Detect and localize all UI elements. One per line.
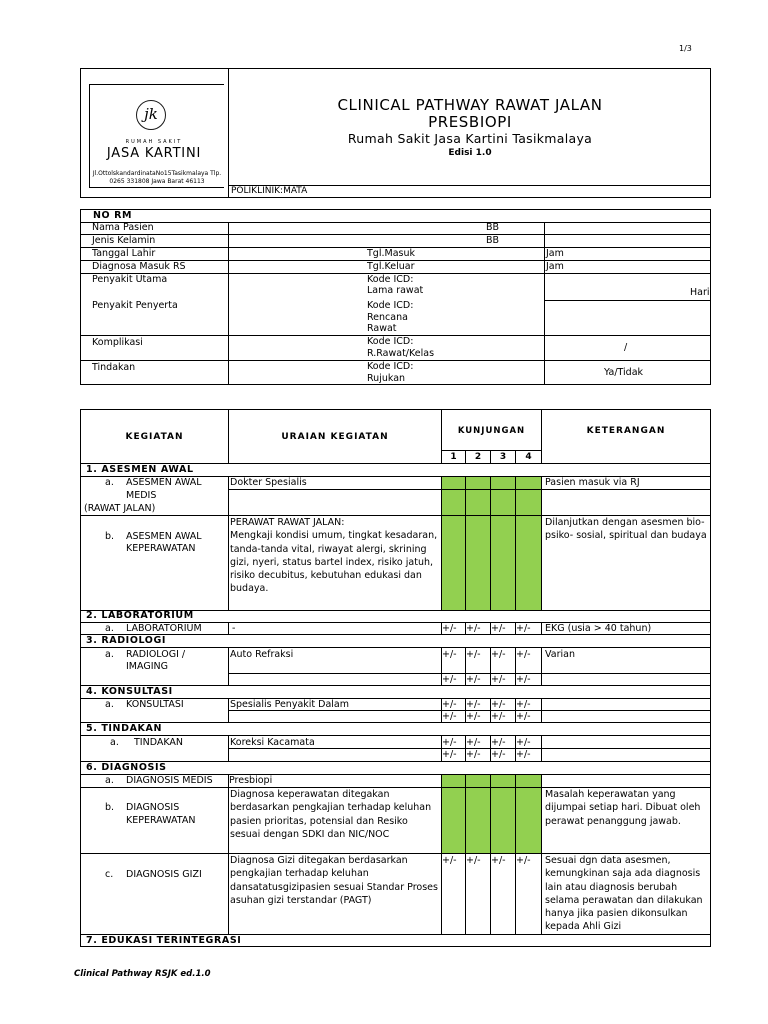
row-6c-keterangan: Sesuai dgn data asesmen, kemungkinan saja ada diagnosis lain atau diagnosis berubah selama perawatan dan dilakukan hanya jika pasien dikonsulkan kepada Ahli Gizi — [545, 855, 703, 933]
row-6a-letter: a. — [105, 775, 114, 786]
plus-minus-mark: +/- — [516, 623, 531, 634]
row-5a-letter: a. — [110, 737, 119, 748]
diagnosa-masuk-label: Diagnosa Masuk RS — [92, 261, 186, 272]
penyakit-utama-label: Penyakit Utama — [92, 274, 168, 285]
rujukan-label: Rujukan — [367, 373, 406, 384]
col-kunjungan: KUNJUNGAN — [457, 426, 526, 436]
row-3a-line1: RADIOLOGI / — [126, 649, 186, 660]
row-4a-label: KONSULTASI — [126, 699, 184, 710]
plus-minus-mark: +/- — [466, 855, 481, 866]
slash-label: / — [624, 342, 628, 353]
row-3a-line2: IMAGING — [126, 661, 168, 672]
no-rm-label: NO RM — [93, 210, 133, 221]
bb-label-2: BB — [486, 235, 500, 246]
kode-icd-4: Kode ICD: — [367, 361, 414, 372]
tgl-masuk-label: Tgl.Masuk — [367, 248, 415, 259]
row-4a-letter: a. — [105, 699, 114, 710]
plus-minus-mark: +/- — [442, 855, 457, 866]
visit-3: 3 — [499, 452, 507, 462]
plus-minus-mark: +/- — [442, 674, 457, 685]
plus-minus-mark: +/- — [516, 699, 531, 710]
row-6b-uraian: Diagnosa keperawatan ditegakan berdasarkan pengkajian terhadap keluhan pasien prioritas, potensial dan Resiko sesuai dengan SDKI dan NIC/NOC — [230, 789, 432, 840]
kode-icd-3: Kode ICD: — [367, 336, 414, 347]
row-6b-line1: DIAGNOSIS — [126, 802, 180, 813]
col-keterangan: KETERANGAN — [586, 426, 666, 436]
row-1b-letter: b. — [105, 531, 115, 542]
jam-label-1: Jam — [546, 248, 564, 259]
row-5a-uraian: Koreksi Kacamata — [230, 737, 315, 748]
visit-1: 1 — [450, 452, 457, 462]
plus-minus-mark: +/- — [491, 674, 506, 685]
hospital-name: Rumah Sakit Jasa Kartini Tasikmalaya — [347, 131, 593, 146]
logo-name: JASA KARTINI — [106, 146, 202, 161]
plus-minus-mark: +/- — [491, 649, 506, 660]
tanggal-lahir-label: Tanggal Lahir — [92, 248, 156, 259]
plus-minus-mark: +/- — [442, 737, 457, 748]
section-radiologi: 3. RADIOLOGI — [86, 635, 167, 646]
title-line-1: CLINICAL PATHWAY RAWAT JALAN — [337, 96, 603, 114]
poliklinik: POLIKLINIK:MATA — [231, 186, 308, 196]
page-number: 1/3 — [679, 44, 692, 53]
row-2a-label: LABORATORIUM — [126, 623, 202, 634]
row-6a-uraian: Presbiopi — [229, 775, 273, 786]
plus-minus-mark: +/- — [516, 855, 531, 866]
tgl-keluar-label: Tgl.Keluar — [367, 261, 415, 272]
plus-minus-mark: +/- — [466, 749, 481, 760]
row-1a-line2: MEDIS — [126, 490, 157, 501]
row-1b-uraian: PERAWAT RAWAT JALAN: Mengkaji kondisi umum, tingkat kesadaran, tanda-tanda vital, riwayat alergi, skrining gizi, nyeri, status bartel index, risiko jatuh, risiko decubitus, kebutuhan edukasi dan budaya. — [230, 517, 438, 595]
row-1a-line1: ASESMEN AWAL — [126, 477, 202, 488]
jam-label-2: Jam — [546, 261, 564, 272]
hari-label: Hari — [690, 287, 710, 298]
row-1a-letter: a. — [105, 477, 114, 488]
row-3a-letter: a. — [105, 649, 114, 660]
bb-label-1: BB — [486, 222, 500, 233]
rencana-label: Rencana — [367, 312, 408, 323]
plus-minus-mark: +/- — [442, 649, 457, 660]
lama-rawat-label: Lama rawat — [367, 285, 424, 296]
plus-minus-mark: +/- — [466, 711, 481, 722]
nama-pasien-label: Nama Pasien — [92, 222, 154, 233]
row-2a-letter: a. — [105, 623, 114, 634]
edition: Edisi 1.0 — [448, 148, 492, 158]
plus-minus-mark: +/- — [442, 749, 457, 760]
komplikasi-label: Komplikasi — [92, 337, 143, 348]
ya-tidak-label: Ya/Tidak — [604, 367, 644, 378]
plus-minus-mark: +/- — [466, 737, 481, 748]
row-6c-letter: c. — [105, 869, 114, 880]
plus-minus-mark: +/- — [516, 749, 531, 760]
section-asesmen-awal: 1. ASESMEN AWAL — [86, 464, 194, 475]
row-1b-line1: ASESMEN AWAL — [126, 531, 202, 542]
section-konsultasi: 4. KONSULTASI — [86, 686, 173, 697]
row-3a-keterangan: Varian — [545, 649, 575, 660]
row-1a-line3: (RAWAT JALAN) — [84, 503, 156, 514]
row-6a-label: DIAGNOSIS MEDIS — [126, 775, 213, 786]
rawat-label: Rawat — [367, 323, 397, 334]
row-1a-uraian: Dokter Spesialis — [230, 477, 307, 488]
section-edukasi: 7. EDUKASI TERINTEGRASI — [86, 935, 242, 946]
plus-minus-mark: +/- — [491, 623, 506, 634]
section-diagnosis: 6. DIAGNOSIS — [86, 762, 167, 773]
row-1a-keterangan: Pasien masuk via RJ — [545, 477, 640, 488]
logo-monogram: jk — [144, 105, 158, 123]
plus-minus-mark: +/- — [491, 699, 506, 710]
row-6c-uraian: Diagnosa Gizi ditegakan berdasarkan pengkajian terhadap keluhan dansatatusgizipasien sesuai Standar Proses asuhan gizi terstandar (PAGT) — [230, 855, 438, 906]
row-6b-keterangan: Masalah keperawatan yang dijumpai setiap hari. Dibuat oleh perawat penanggung jawab. — [545, 789, 701, 827]
plus-minus-mark: +/- — [442, 623, 457, 634]
plus-minus-mark: +/- — [516, 711, 531, 722]
row-2a-keterangan: EKG (usia > 40 tahun) — [545, 623, 652, 634]
visit-2: 2 — [474, 452, 482, 462]
plus-minus-mark: +/- — [466, 649, 481, 660]
plus-minus-mark: +/- — [442, 711, 457, 722]
plus-minus-mark: +/- — [491, 855, 506, 866]
plus-minus-mark: +/- — [466, 674, 481, 685]
visit-4: 4 — [525, 452, 532, 462]
section-tindakan: 5. TINDAKAN — [86, 723, 162, 734]
row-6b-letter: b. — [105, 802, 115, 813]
penyakit-penyerta-label: Penyakit Penyerta — [92, 300, 178, 311]
col-kegiatan: KEGIATAN — [125, 432, 184, 442]
jenis-kelamin-label: Jenis Kelamin — [92, 235, 156, 246]
address-line-1: Jl.OttolskandardinataNo15Tasikmalaya Tlp. — [92, 170, 222, 177]
plus-minus-mark: +/- — [491, 749, 506, 760]
title-line-2: PRESBIOPI — [428, 113, 512, 131]
row-6b-line2: KEPERAWATAN — [126, 815, 196, 826]
plus-minus-mark: +/- — [466, 623, 481, 634]
plus-minus-mark: +/- — [516, 737, 531, 748]
section-laboratorium: 2. LABORATORIUM — [86, 610, 194, 621]
plus-minus-mark: +/- — [466, 699, 481, 710]
row-3a-uraian: Auto Refraksi — [230, 649, 294, 660]
col-uraian: URAIAN KEGIATAN — [281, 432, 389, 442]
plus-minus-mark: +/- — [491, 737, 506, 748]
plus-minus-mark: +/- — [516, 674, 531, 685]
rawat-kelas-label: R.Rawat/Kelas — [367, 348, 435, 359]
row-1b-keterangan: Dilanjutkan dengan asesmen bio-psiko- sosial, spiritual dan budaya — [545, 517, 707, 542]
kode-icd-2: Kode ICD: — [367, 300, 414, 311]
kode-icd-1: Kode ICD: — [367, 274, 414, 285]
logo-subtitle: RUMAH SAKIT — [125, 139, 183, 145]
row-4a-uraian: Spesialis Penyakit Dalam — [230, 699, 350, 710]
tindakan-label: Tindakan — [92, 362, 136, 373]
plus-minus-mark: +/- — [442, 699, 457, 710]
row-2a-uraian: - — [232, 623, 236, 634]
row-1b-line2: KEPERAWATAN — [126, 543, 196, 554]
plus-minus-mark: +/- — [491, 711, 506, 722]
plus-minus-mark: +/- — [516, 649, 531, 660]
footer-text: Clinical Pathway RSJK ed.1.0 — [74, 969, 211, 979]
row-6c-label: DIAGNOSIS GIZI — [126, 869, 202, 880]
row-5a-label: TINDAKAN — [134, 737, 184, 748]
address-line-2: 0265 331808 Jawa Barat 46113 — [109, 178, 205, 185]
